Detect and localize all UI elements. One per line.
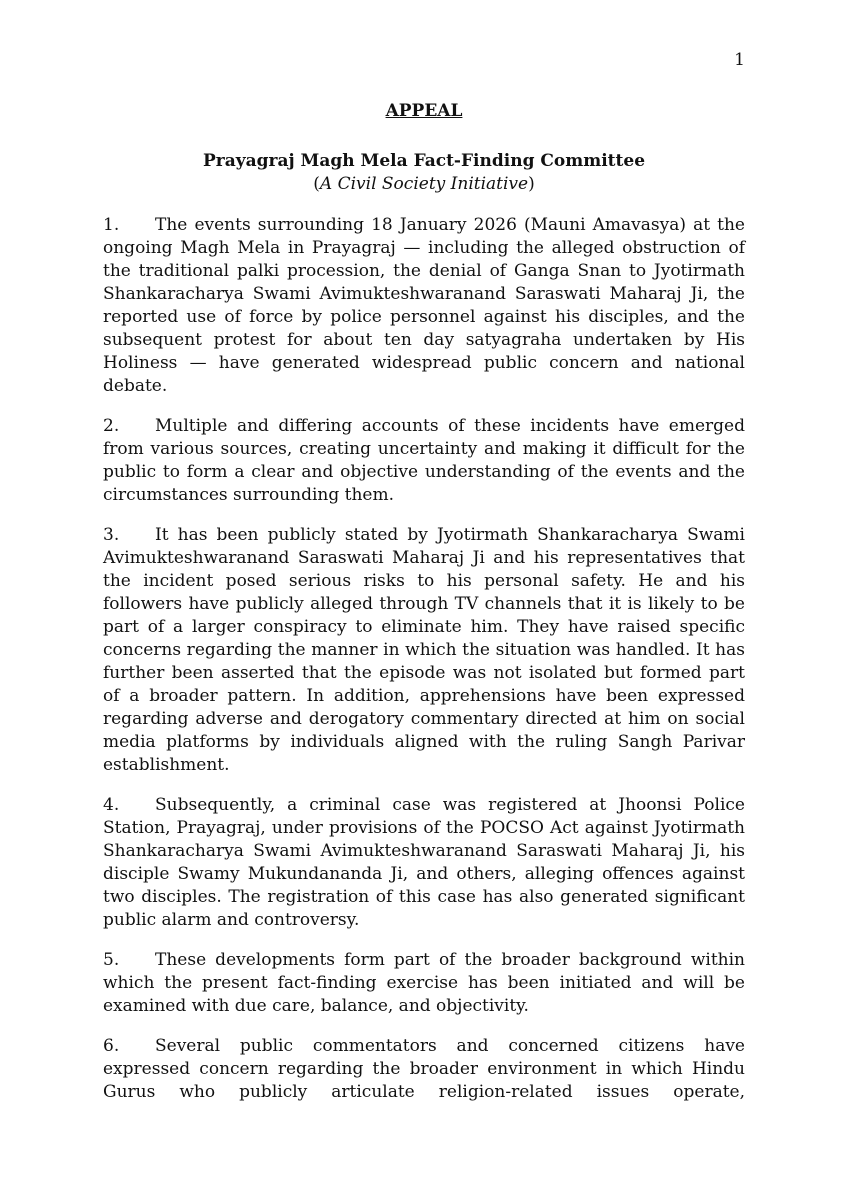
paragraph-4 <box>103 794 745 932</box>
committee-subtitle <box>103 173 745 196</box>
committee-title: Prayagraj Magh Mela Fact-Finding Committee <box>202 151 646 171</box>
paragraph-text: Several public commentators and concerned citizens have expressed concern regarding the broader environment in which Hindu Gurus who publicly articulate religion-related issues operate, <box>103 1036 745 1102</box>
paragraph-number: 3. <box>103 525 120 545</box>
paragraph-text: Multiple and differing accounts of these incidents have emerged from various sources, creating uncertainty and making it difficult for the public to form a clear and objective understanding of the events and the circumstances surrounding them. <box>103 416 745 505</box>
page-number: 1 <box>734 50 745 70</box>
paragraph-text: These developments form part of the broader background within which the present fact-finding exercise has been initiated and will be examined with due care, balance, and objectivity. <box>103 950 745 1016</box>
paragraph-5 <box>103 949 745 1018</box>
paragraph-6 <box>103 1035 745 1104</box>
document-body <box>103 100 745 1121</box>
paragraph-2 <box>103 415 745 507</box>
document-heading: APPEAL <box>385 101 463 121</box>
paragraph-3 <box>103 524 745 777</box>
paragraph-text: The events surrounding 18 January 2026 (Mauni Amavasya) at the ongoing Magh Mela in Prayagraj — including the alleged obstruction of the traditional palki procession, the denial of Ganga Snan to Jyotirmath Shankaracharya Swami Avimukteshwaranand Saraswati Maharaj Ji, the reported use of force by police personnel against his disciples, and the subsequent protest for about ten day satyagraha undertaken by His Holiness — have generated widespread public concern and national debate. <box>103 215 745 396</box>
paragraph-number: 2. <box>103 416 120 436</box>
subtitle-open-paren: ( <box>313 174 320 194</box>
paragraph-number: 5. <box>103 950 120 970</box>
paragraph-number: 1. <box>103 215 120 235</box>
paragraph-text: It has been publicly stated by Jyotirmath Shankaracharya Swami Avimukteshwaranand Saraswati Maharaj Ji and his representatives that the incident posed serious risks to his personal safety. He and his followers have publicly alleged through TV channels that it is likely to be part of a larger conspiracy to eliminate him. They have raised specific concerns regarding the manner in which the situation was handled. It has further been asserted that the episode was not isolated but formed part of a broader pattern. In addition, apprehensions have been expressed regarding adverse and derogatory commentary directed at him on social media platforms by individuals aligned with the ruling Sangh Parivar establishment. <box>103 525 745 775</box>
paragraph-text: Subsequently, a criminal case was registered at Jhoonsi Police Station, Prayagraj, under provisions of the POCSO Act against Jyotirmath Shankaracharya Swami Avimukteshwaranand Saraswati Maharaj Ji, his disciple Swamy Mukundananda Ji, and others, alleging offences against two disciples. The registration of this case has also generated significant public alarm and controversy. <box>103 795 745 930</box>
paragraph-number: 6. <box>103 1036 120 1056</box>
paragraph-1 <box>103 214 745 398</box>
subtitle-italic-text: A Civil Society Initiative <box>319 174 529 194</box>
subtitle-close-paren: ) <box>528 174 535 194</box>
paragraph-number: 4. <box>103 795 120 815</box>
